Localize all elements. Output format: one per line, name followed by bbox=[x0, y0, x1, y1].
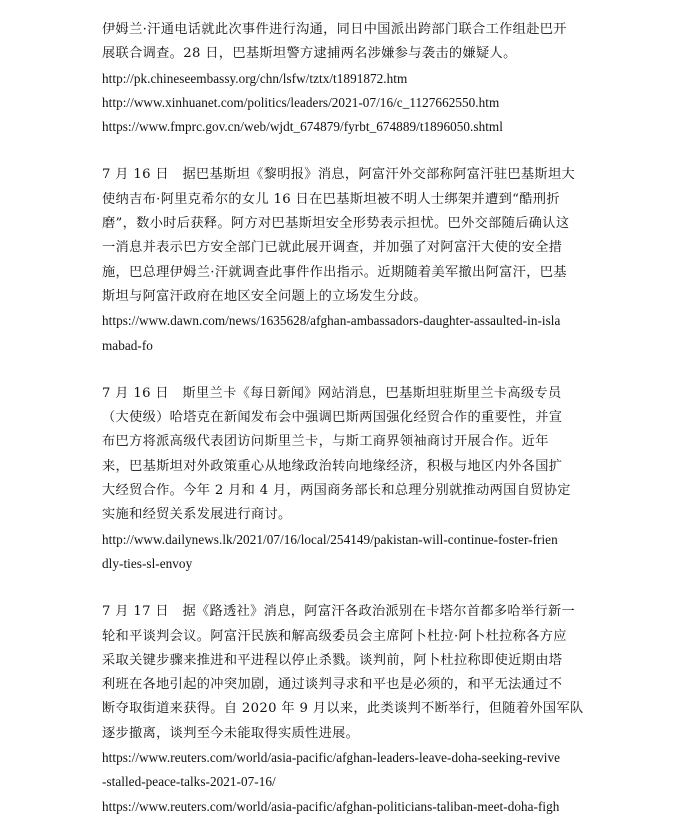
source-link[interactable]: https://www.reuters.com/world/asia-pacific/afghan-politicians-taliban-meet-doha-figh bbox=[102, 798, 560, 814]
body-text-line: 利班在各地引起的冲突加剧，通过谈判寻求和平也是必须的，和平无法通过不 bbox=[102, 677, 563, 693]
body-text-line: 布巴方将派高级代表团访问斯里兰卡，与斯工商界领袖商讨开展合作。近年 bbox=[102, 434, 549, 450]
news-entry bbox=[102, 163, 580, 357]
body-text-line: 实施和经贸关系发展进行商讨。 bbox=[102, 507, 292, 523]
body-text-line: 一消息并表示巴方安全部门已就此展开调查，并加强了对阿富汗大使的安全措 bbox=[102, 240, 563, 256]
source-link[interactable]: http://www.xinhuanet.com/politics/leaders/2021-07/16/c_1127662550.htm bbox=[102, 94, 500, 110]
body-text-line: 来，巴基斯坦对外政策重心从地缘政治转向地缘经济，积极与地区内外各国扩 bbox=[102, 458, 563, 474]
source-link[interactable]: http://www.dailynews.lk/2021/07/16/local/254149/pakistan-will-continue-foster-frien bbox=[102, 531, 558, 547]
body-text-line: 7 月 17 日 据《路透社》消息，阿富汗各政治派别在卡塔尔首都多哈举行新一 bbox=[102, 604, 576, 620]
news-entry bbox=[102, 600, 584, 819]
body-text-line: （大使级）哈塔克在新闻发布会中强调巴斯两国强化经贸合作的重要性，并宣 bbox=[102, 410, 563, 426]
news-entry bbox=[102, 382, 580, 576]
body-text-line: 磨”，数小时后获释。阿方对巴基斯坦安全形势表示担忧。巴外交部随后确认这 bbox=[102, 216, 570, 232]
source-link[interactable]: https://www.dawn.com/news/1635628/afghan-ambassadors-daughter-assaulted-in-isla bbox=[102, 313, 561, 329]
body-text-line: 7 月 16 日 据巴基斯坦《黎明报》消息，阿富汗外交部称阿富汗驻巴基斯坦大 bbox=[102, 167, 576, 183]
source-link[interactable]: http://pk.chineseembassy.org/chn/lsfw/tztx/t1891872.htm bbox=[102, 70, 408, 86]
paragraph-gap bbox=[102, 576, 580, 600]
body-text-line: 展联合调查。28 日，巴基斯坦警方逮捕两名涉嫌参与袭击的嫌疑人。 bbox=[102, 46, 517, 62]
body-text-line: 7 月 16 日 斯里兰卡《每日新闻》网站消息，巴基斯坦驻斯里兰卡高级专员 bbox=[102, 385, 562, 401]
paragraph-gap bbox=[102, 139, 580, 163]
source-link[interactable]: https://www.fmprc.gov.cn/web/wjdt_674879/fyrbt_674889/t1896050.shtml bbox=[102, 119, 503, 135]
body-text-line: 使纳吉布·阿里克希尔的女儿 16 日在巴基斯坦被不明人士绑架并遭到“酷刑折 bbox=[102, 191, 560, 207]
source-link[interactable]: -stalled-peace-talks-2021-07-16/ bbox=[102, 774, 276, 790]
body-text-line: 轮和平谈判会议。阿富汗民族和解高级委员会主席阿卜杜拉·阿卜杜拉称各方应 bbox=[102, 628, 567, 644]
body-text-line: 施，巴总理伊姆兰·汗就调查此事件作出指示。近期随着美军撤出阿富汗，巴基 bbox=[102, 264, 567, 280]
body-text-line: 逐步撤离，谈判至今未能取得实质性进展。 bbox=[102, 725, 360, 741]
source-link[interactable]: mabad-fo bbox=[102, 337, 153, 353]
paragraph-gap bbox=[102, 358, 580, 382]
document-page bbox=[102, 0, 584, 819]
body-text-line: 大经贸合作。今年 2 月和 4 月，两国商务部长和总理分别就推动两国自贸协定 bbox=[102, 483, 571, 499]
body-text-line: 采取关键步骤来推进和平进程以停止杀戮。谈判前，阿卜杜拉称即使近期由塔 bbox=[102, 652, 563, 668]
source-link[interactable]: dly-ties-sl-envoy bbox=[102, 555, 193, 571]
news-entry bbox=[102, 18, 580, 139]
body-text-line: 斯坦与阿富汗政府在地区安全问题上的立场发生分歧。 bbox=[102, 288, 427, 304]
body-text-line: 伊姆兰·汗通电话就此次事件进行沟通，同日中国派出跨部门联合工作组赴巴开 bbox=[102, 22, 567, 37]
source-link[interactable]: https://www.reuters.com/world/asia-pacific/afghan-leaders-leave-doha-seeking-revive bbox=[102, 750, 561, 766]
body-text-line: 断夺取街道来获得。自 2020 年 9 月以来，此类谈判不断举行，但随着外国军队 bbox=[102, 701, 584, 717]
